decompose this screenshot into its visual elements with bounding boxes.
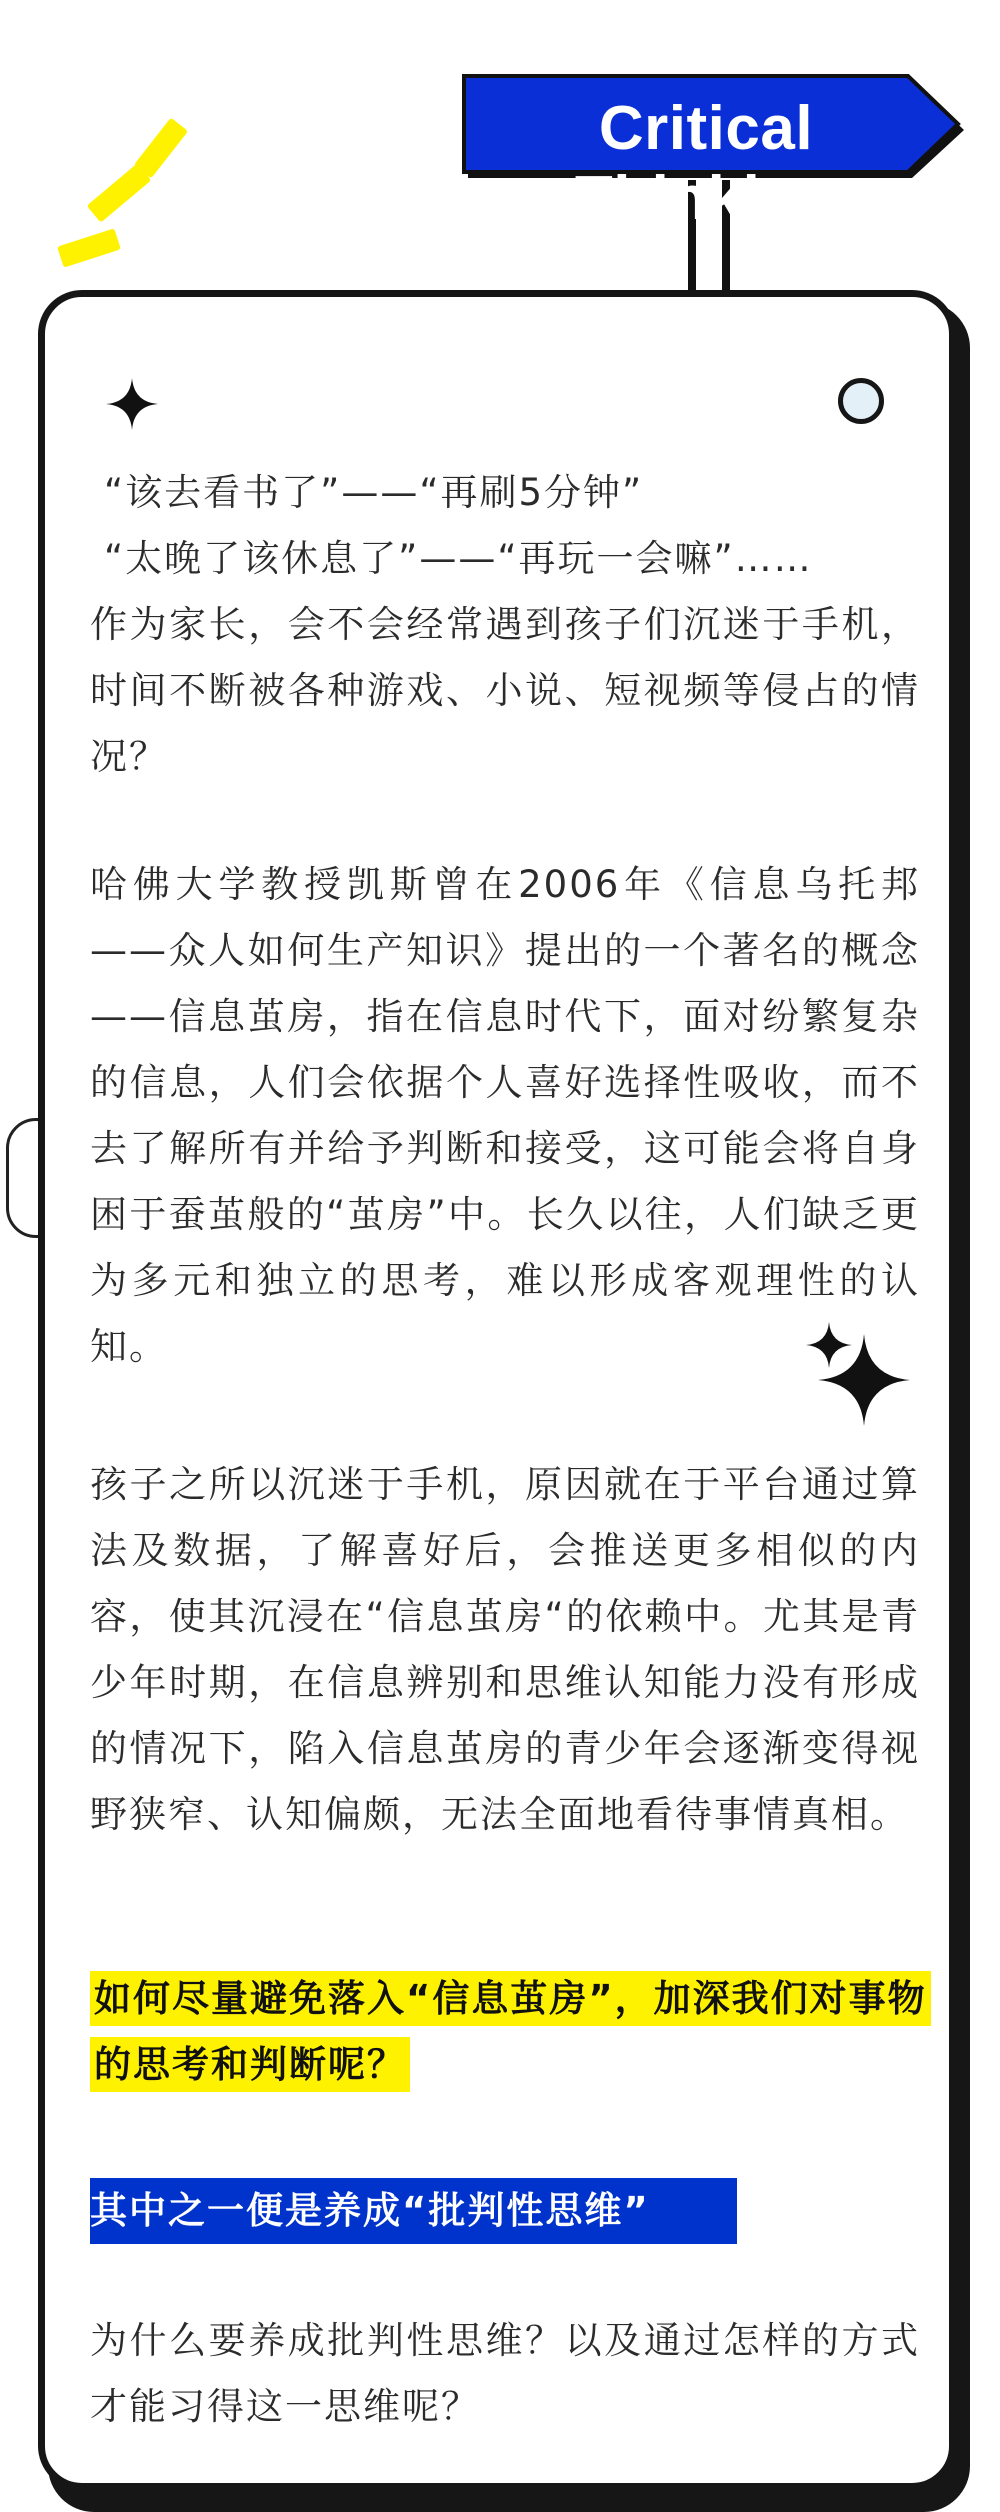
highlight-question-text: 如何尽量避免落入“信息茧房”，加深我们对事物的思考和判断呢？ — [90, 1971, 931, 2092]
paragraph-3 — [90, 1452, 920, 1848]
intro-block — [90, 460, 920, 790]
intro-line-1: “该去看书了”——“再刷5分钟” — [104, 471, 644, 514]
signpost-title: Critical Thinking — [574, 94, 838, 233]
closing-paragraph — [90, 2308, 920, 2440]
closing-text: 为什么要养成批判性思维？以及通过怎样的方式才能习得这一思维呢？ — [90, 2319, 920, 2428]
decor-burst-line — [87, 163, 152, 222]
intro-line-2: “太晚了该休息了”——“再玩一会嘛”…… — [104, 537, 813, 580]
paragraph-2-text: 哈佛大学教授凯斯曾在2006年《信息乌托邦——众人如何生产知识》提出的一个著名的概念——信息茧房，指在信息时代下，面对纷繁复杂的信息，人们会依据个人喜好选择性吸收，而不去了解所有并给予判断和接受，这可能会将自身困于蚕茧般的“茧房”中。长久以往，人们缺乏更为多元和独立的思考，难以形成客观理性的认知。 — [90, 863, 920, 1368]
decor-dot — [838, 378, 884, 424]
decor-burst-line — [57, 228, 121, 267]
highlight-answer: 其中之一便是养成“批判性思维” — [90, 2178, 737, 2244]
sparkle-icon — [106, 378, 158, 430]
paragraph-3-text: 孩子之所以沉迷于手机，原因就在于平台通过算法及数据，了解喜好后，会推送更多相似的内容，使其沉浸在“信息茧房“的依赖中。尤其是青少年时期，在信息辨别和思维认知能力没有形成的情况下，陷入信息茧房的青少年会逐渐变得视野狭窄、认知偏颇，无法全面地看待事情真相。 — [90, 1463, 920, 1836]
paragraph-2 — [90, 852, 920, 1380]
intro-body: 作为家长，会不会经常遇到孩子们沉迷于手机，时间不断被各种游戏、小说、短视频等侵占的情况？ — [90, 603, 920, 778]
highlight-question — [90, 1966, 928, 2098]
